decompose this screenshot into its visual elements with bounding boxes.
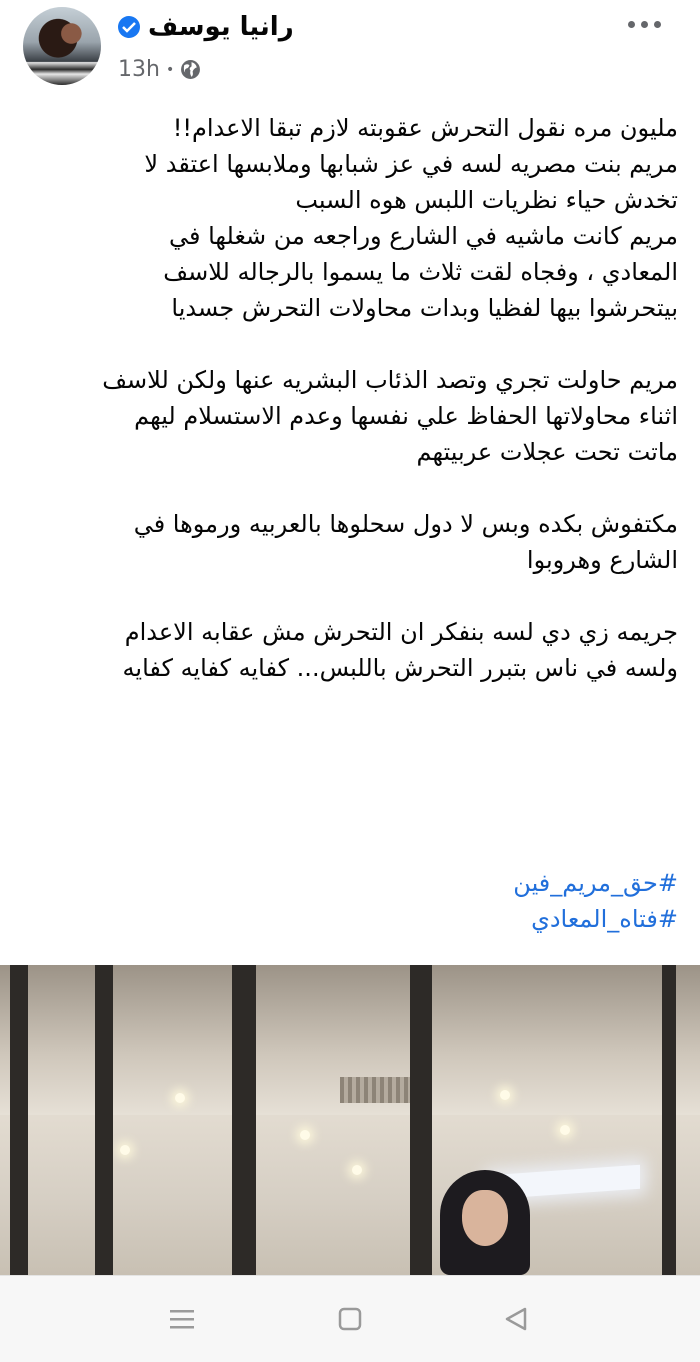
- paragraph-4: [28, 614, 678, 686]
- glass-frame: [662, 965, 676, 1275]
- back-button[interactable]: [456, 1276, 576, 1362]
- glass-frame: [95, 965, 113, 1275]
- verified-badge-icon: [118, 16, 140, 38]
- text-line: مليون مره نقول التحرش عقوبته لازم تبقا الاعدام!!: [172, 114, 678, 142]
- ceiling-vent: [340, 1077, 410, 1103]
- ceiling-lamp: [175, 1093, 185, 1103]
- text-line: مكتفوش بكده وبس لا دول سحلوها بالعربيه ورموها في: [133, 510, 678, 538]
- post-text: [28, 110, 678, 686]
- paragraph-1: [28, 110, 678, 326]
- post-header: [0, 0, 700, 100]
- hashtag-link[interactable]: #فتاه_المعادي: [531, 905, 678, 933]
- face: [462, 1190, 508, 1246]
- post-meta: [118, 57, 201, 82]
- system-navbar: [0, 1275, 700, 1362]
- author-name-row: [118, 12, 294, 42]
- dot-icon: [654, 21, 661, 28]
- hashtag-list: [513, 865, 678, 937]
- recent-apps-button[interactable]: [122, 1276, 242, 1362]
- post-timestamp[interactable]: 13h: [118, 57, 160, 82]
- glass-frame: [410, 965, 432, 1275]
- ceiling-lamp: [500, 1090, 510, 1100]
- text-line: ولسه في ناس بتبرر التحرش باللبس... كفايه كفايه كفايه: [122, 654, 678, 682]
- post-photo[interactable]: [0, 965, 700, 1275]
- back-triangle-icon: [503, 1306, 529, 1332]
- text-line: مريم كانت ماشيه في الشارع وراجعه من شغلها في: [169, 222, 678, 250]
- glass-frame: [232, 965, 256, 1275]
- dot-icon: [641, 21, 648, 28]
- text-line: الشارع وهروبوا: [526, 546, 678, 574]
- paragraph-2: [28, 362, 678, 470]
- more-options-button[interactable]: [618, 10, 670, 38]
- text-line: بيتحرشوا بيها لفظيا وبدات محاولات التحرش جسديا: [171, 294, 678, 322]
- home-square-icon: [338, 1307, 362, 1331]
- home-button[interactable]: [290, 1276, 410, 1362]
- globe-icon: [180, 59, 201, 80]
- text-line: مريم حاولت تجري وتصد الذئاب البشريه عنها ولكن للاسف: [102, 366, 678, 394]
- text-line: تخدش حياء نظريات اللبس هوه السبب: [295, 186, 678, 214]
- ceiling-lamp: [560, 1125, 570, 1135]
- separator-dot: •: [165, 61, 175, 78]
- author-avatar[interactable]: [23, 7, 101, 85]
- hashtag-link[interactable]: #حق_مريم_فين: [513, 869, 678, 897]
- person-figure: [440, 1170, 530, 1275]
- text-line: المعادي ، وفجاه لقت ثلاث ما يسموا بالرجاله للاسف: [163, 258, 678, 286]
- ceiling-lamp: [120, 1145, 130, 1155]
- paragraph-3: [28, 506, 678, 578]
- author-name[interactable]: رانيا يوسف: [148, 12, 294, 42]
- text-line: ماتت تحت عجلات عربيتهم: [416, 438, 678, 466]
- text-line: اثناء محاولاتها الحفاظ علي نفسها وعدم الاستسلام ليهم: [134, 402, 678, 430]
- ceiling-lamp: [300, 1130, 310, 1140]
- text-line: جريمه زي دي لسه بنفكر ان التحرش مش عقابه الاعدام: [124, 618, 678, 646]
- ceiling-lamp: [352, 1165, 362, 1175]
- glass-frame: [10, 965, 28, 1275]
- menu-icon: [169, 1308, 195, 1330]
- dot-icon: [628, 21, 635, 28]
- text-line: مريم بنت مصريه لسه في عز شبابها وملابسها اعتقد لا: [144, 150, 678, 178]
